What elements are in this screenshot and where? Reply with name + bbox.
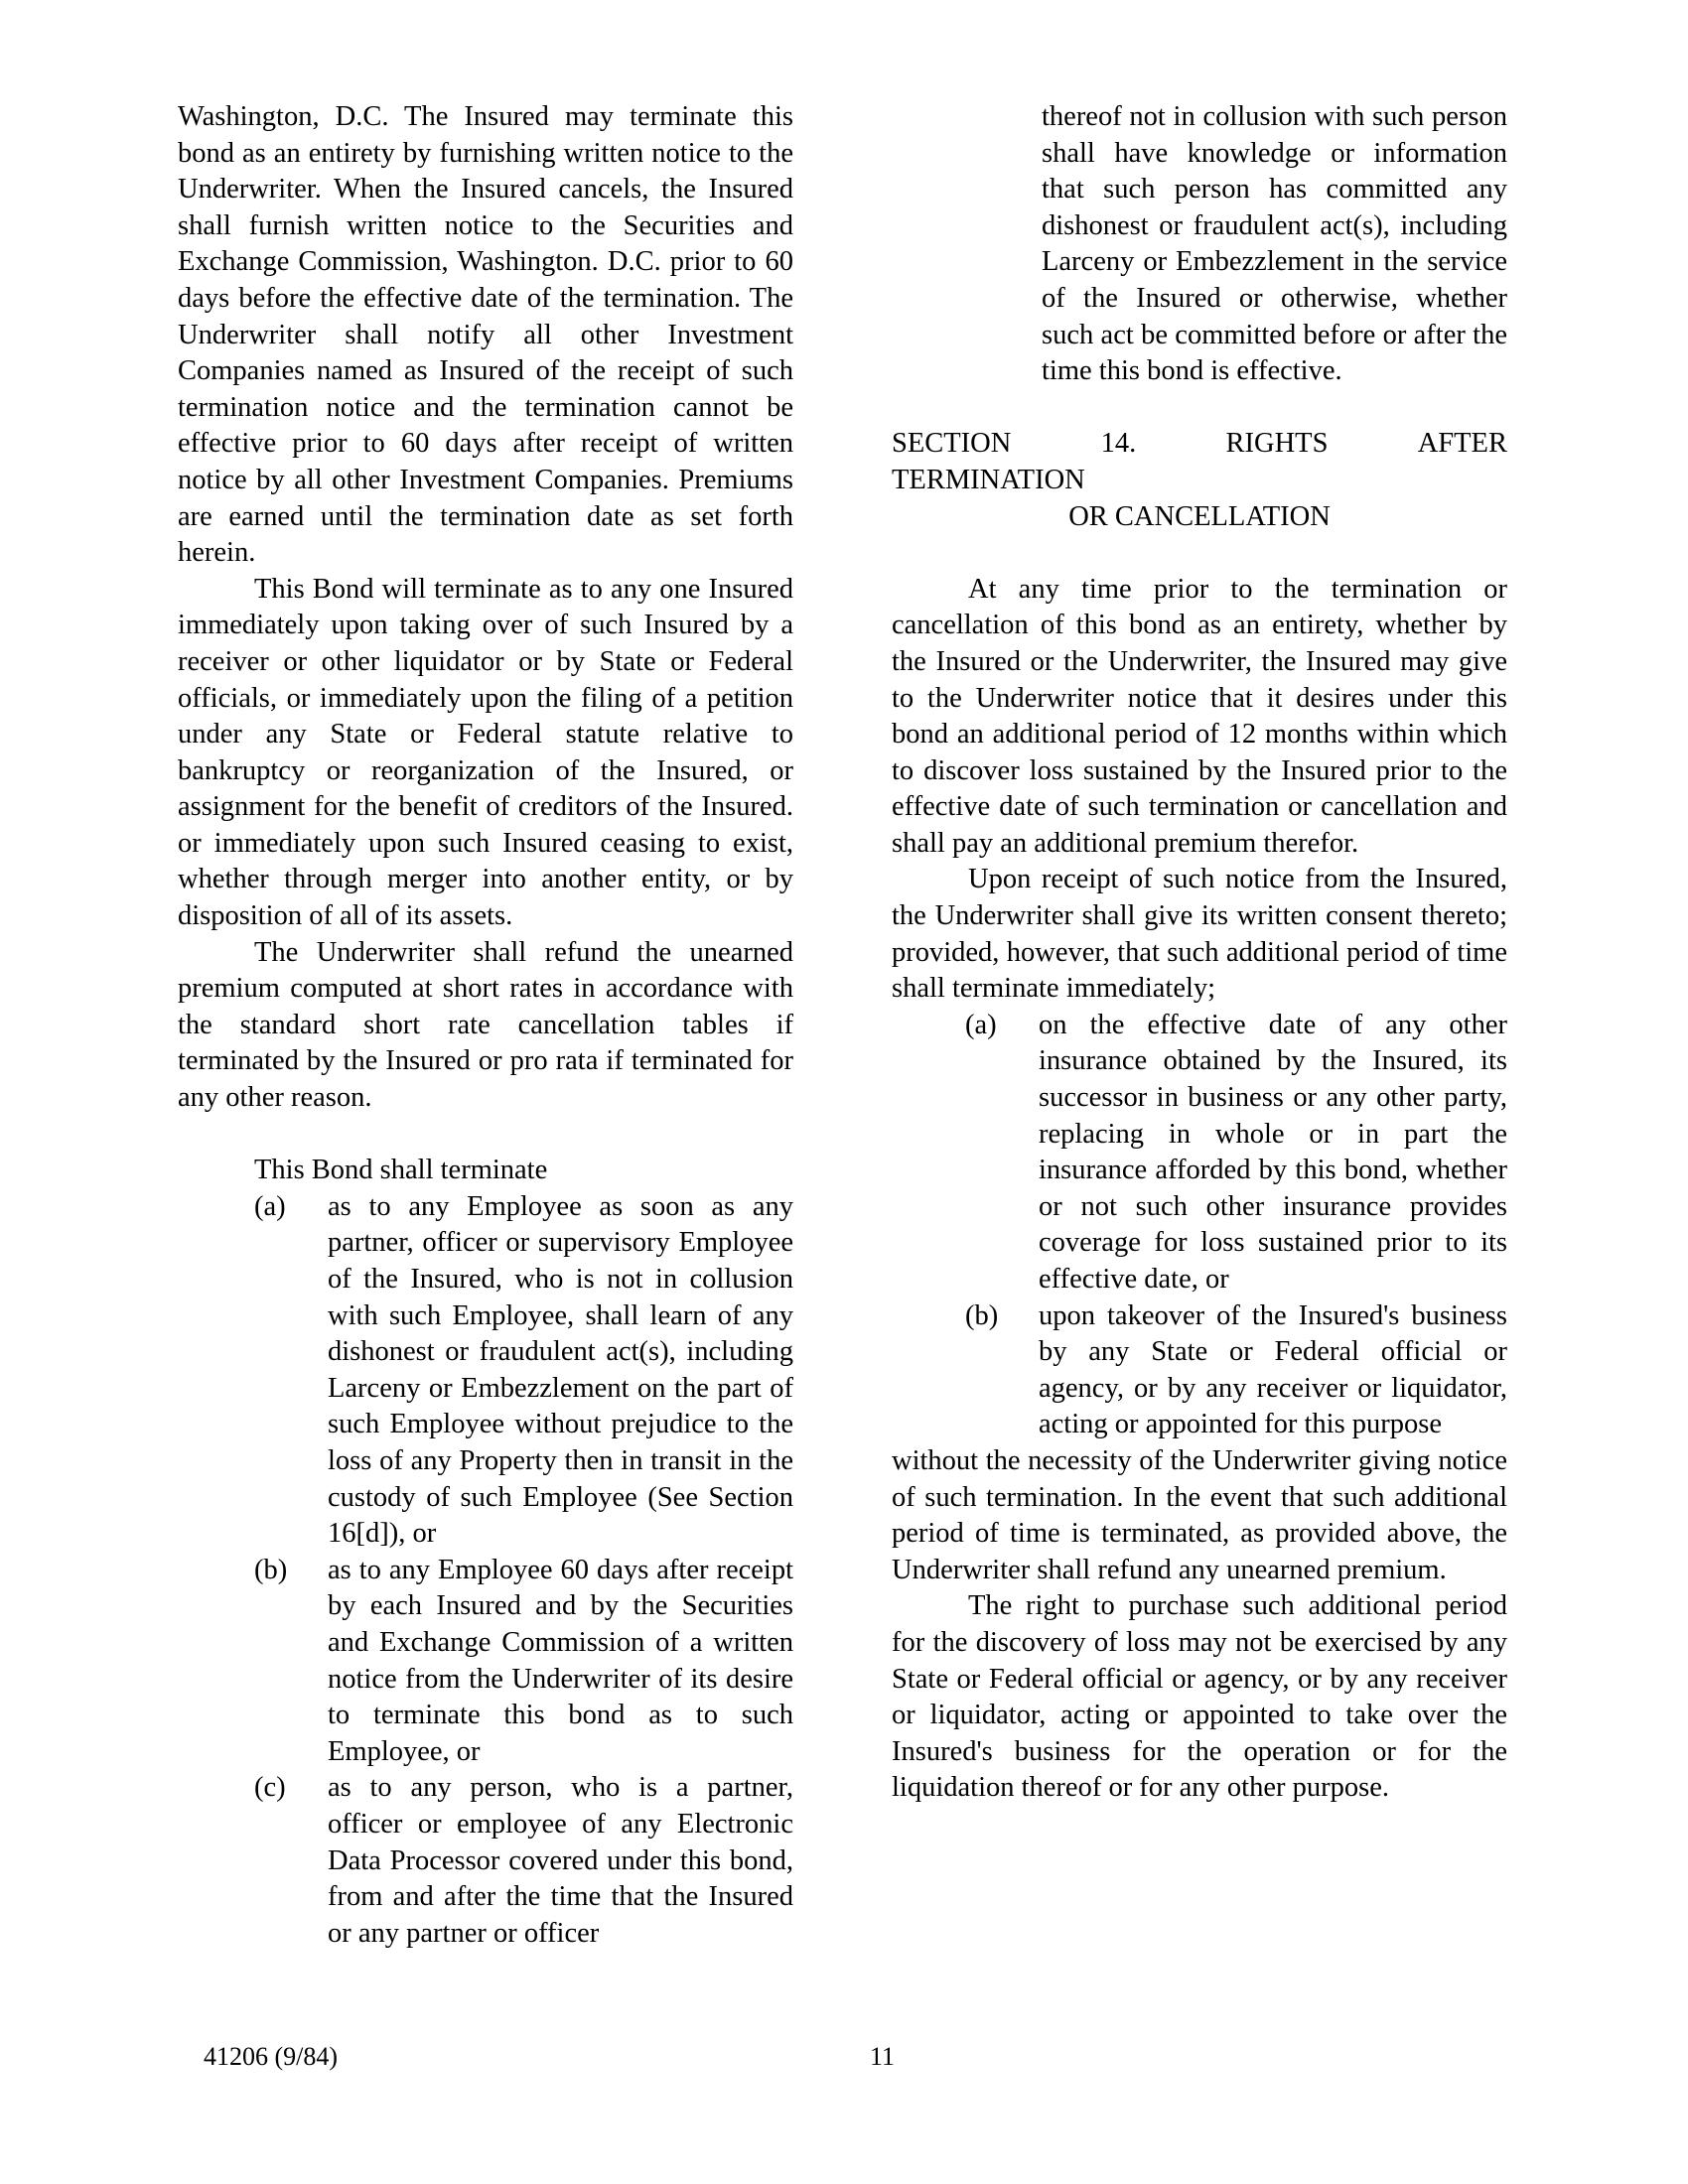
right-paragraph-without-necessity: without the necessity of the Underwriter giving notice of such termination. In the event that such additional period of time is terminated, as provided above, the Underwriter shall refund any unearned premium. [892,1444,1507,1585]
list-item-text: upon takeover of the Insured's business by any State or Federal official or agency, or by any receiver or liquidator, acting or appointed for this purpose [1039,1299,1507,1440]
list-item [178,1553,793,1771]
list-item-label: (a) [965,1009,997,1040]
spacer [892,535,1507,572]
right-paragraph-right-to-purchase: The right to purchase such additional period for the discovery of loss may not be exercised by any State or Federal official or agency, or by any receiver or liquidator, acting or appointed to take over the Insured's business for the operation or for the liquidation thereof or for any other purpose. [892,1590,1507,1804]
list-item-label: (c) [254,1772,286,1804]
list-item-text: on the effective date of any other insurance obtained by the Insured, its successor in business or any other party, replacing in whole or in part the insurance afforded by this bond, whether or not such other insurance provides coverage for loss sustained prior to its effective date, or [1039,1009,1507,1295]
spacer [892,390,1507,427]
left-paragraph-refund: The Underwriter shall refund the unearned premium computed at short rates in accordance with the standard short rate cancellation tables if terminated by the Insured or pro rata if terminated for any other reason. [178,936,793,1114]
right-paragraph-additional-period: At any time prior to the termination or cancellation of this bond as an entirety, whether by the Insured or the Underwriter, the Insured may give to the Underwriter notice that it desires under this bond an additional period of 12 months within which to discover loss sustained by the Insured prior to the effective date of such termination or cancellation and shall pay an additional premium therefor. [892,573,1507,859]
list-item-label: (a) [254,1190,286,1222]
form-number: 41206 (9/84) [204,2042,339,2071]
left-paragraph-bond-shall-terminate: This Bond shall terminate [254,1155,548,1186]
list-item-text: as to any person, who is a partner, officer or employee of any Electronic Data Processor covered under this bond, from and after the time that the Insured or any partner or officer [328,1772,793,1949]
section-heading [892,426,1507,463]
left-paragraph-insured-termination: This Bond will terminate as to any one Insured immediately upon taking over of such Insured by a receiver or other liquidator or by State or Federal officials, or immediately upon the filing of a petition under any State or Federal statute relative to bankruptcy or reorganization of the Insured, or assignment for the benefit of creditors of the Insured. or immediately upon such Insured ceasing to exist, whether through merger into another entity, or by disposition of all of its assets. [178,573,793,932]
left-termination-list [178,1189,793,1952]
section-heading-word: SECTION [892,428,1012,460]
list-item-text: as to any Employee as soon as any partner, officer or supervisory Employee of the Insured, who is not in collusion with such Employee, shall learn of any dishonest or fraudulent act(s), including Larceny or Embezzlement on the part of such Employee without prejudice to the loss of any Property then in transit in the custody of such Employee (See Section 16[d]), or [328,1190,793,1550]
section-heading-line-2: TERMINATION [892,464,1085,495]
list-item [892,1298,1507,1443]
section-heading-word: AFTER [1417,428,1507,460]
right-paragraph-receipt-of-notice: Upon receipt of such notice from the Insured, the Underwriter shall give its written consent thereto; provided, however, that such additional period of time shall terminate immediately; [892,864,1507,1005]
list-item [892,1008,1507,1298]
section-heading-word: 14. [1100,428,1137,460]
right-termination-list [892,1008,1507,1443]
spacer [178,1117,793,1154]
right-column [892,99,1507,1807]
right-continuation-text: thereof not in collusion with such person shall have knowledge or information that such person has committed any dishonest or fraudulent act(s), including Larceny or Embezzlement in the service of the Insured or otherwise, whether such act be committed before or after the time this bond is effective. [1042,101,1507,387]
list-item-label: (b) [965,1299,999,1331]
section-heading-line-3: OR CANCELLATION [1068,500,1331,532]
left-paragraph-termination-notice: Washington, D.C. The Insured may terminate this bond as an entirety by furnishing written notice to the Underwriter. When the Insured cancels, the Insured shall furnish written notice to the Securities and Exchange Commission, Washington. D.C. prior to 60 days before the effective date of the termination. The Underwriter shall notify all other Investment Companies named as Insured of the receipt of such termination notice and the termination cannot be effective prior to 60 days after receipt of written notice by all other Investment Companies. Premiums are earned until the termination date as set forth herein. [178,101,793,569]
list-item [178,1189,793,1553]
list-item [178,1770,793,1952]
page-number: 11 [870,2042,896,2071]
left-column [178,99,793,1952]
section-heading-word: RIGHTS [1225,428,1329,460]
list-item-text: as to any Employee 60 days after receipt by each Insured and by the Securities and Exchange Commission of a written notice from the Underwriter of its desire to terminate this bond as to such Employee, or [328,1554,793,1767]
list-item-label: (b) [254,1554,288,1585]
